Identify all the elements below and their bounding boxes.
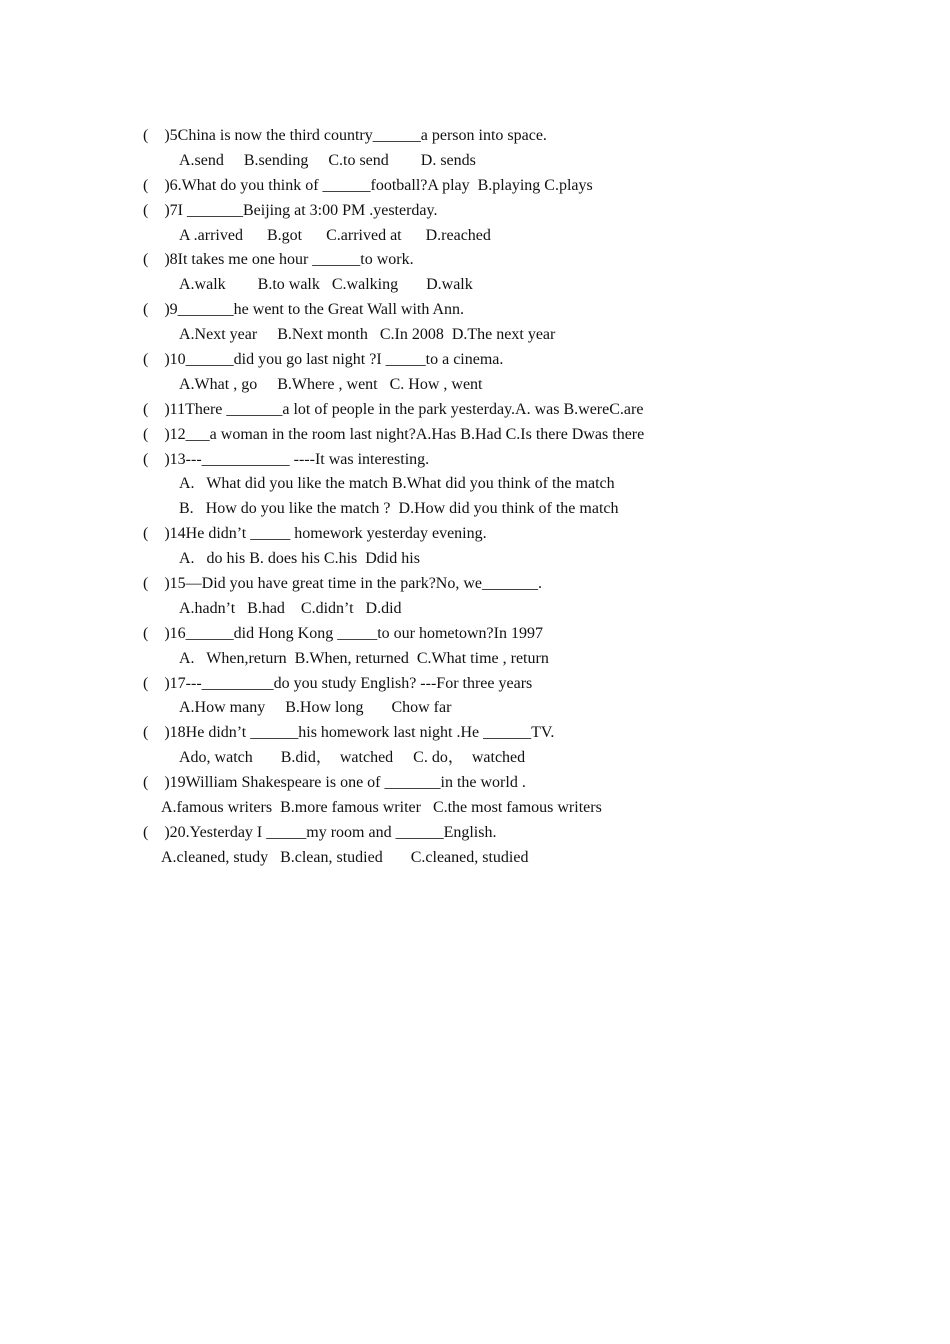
question-line: ( )10______did you go last night ?I _____to a cinema. (143, 351, 504, 369)
question-line: ( )9_______he went to the Great Wall with Ann. (143, 301, 465, 319)
answer-options-line: A.walk B.to walk C.walking D.walk (179, 276, 473, 294)
answer-options-line: A. What did you like the match B.What did you think of the match (179, 475, 615, 493)
answer-options-line: A.Next year B.Next month C.In 2008 D.The next year (179, 326, 556, 344)
question-line: ( )13---___________ ----It was interesting. (143, 450, 430, 468)
answer-options-line: A .arrived B.got C.arrived at D.reached (179, 226, 491, 244)
answer-options-line: A.famous writers B.more famous writer C.the most famous writers (161, 799, 602, 817)
question-line: ( )20.Yesterday I _____my room and ______English. (143, 823, 497, 841)
question-line: ( )16______did Hong Kong _____to our hometown?In 1997 (143, 624, 543, 642)
question-line: ( )6.What do you think of ______football?A play B.playing C.plays (143, 176, 593, 194)
question-line: ( )19William Shakespeare is one of _______in the world . (143, 774, 526, 792)
question-line: ( )17---_________do you study English? ---For three years (143, 674, 533, 692)
answer-options-line: A.How many B.How long Chow far (179, 699, 452, 717)
answer-options-line: A. do his B. does his C.his Ddid his (179, 550, 420, 568)
question-list (143, 124, 843, 871)
answer-options-line: A.send B.sending C.to send D. sends (179, 151, 476, 169)
question-line: ( )18He didn’t ______his homework last night .He ______TV. (143, 724, 555, 742)
question-line: ( )5China is now the third country______a person into space. (143, 127, 547, 144)
question-line: ( )11There _______a lot of people in the park yesterday.A. was B.wereC.are (143, 400, 644, 418)
answer-options-line: A.hadn’t B.had C.didn’t D.did (179, 599, 402, 617)
answer-options-line: B. How do you like the match ? D.How did you think of the match (179, 500, 619, 518)
answer-options-line: A.What , go B.Where , went C. How , went (179, 375, 483, 393)
question-line: ( )7I _______Beijing at 3:00 PM .yesterday. (143, 201, 438, 219)
question-line: ( )8It takes me one hour ______to work. (143, 251, 414, 269)
question-line: ( )12___a woman in the room last night?A.Has B.Had C.Is there Dwas there (143, 425, 645, 443)
answer-options-line: A.cleaned, study B.clean, studied C.cleaned, studied (161, 848, 529, 866)
answer-options-line: A. When,return B.When, returned C.What time , return (179, 649, 549, 667)
question-line: ( )14He didn’t _____ homework yesterday evening. (143, 525, 487, 543)
question-line: ( )15—Did you have great time in the park?No, we_______. (143, 575, 543, 593)
answer-options-line: Ado, watch B.did， watched C. do， watched (179, 749, 526, 767)
